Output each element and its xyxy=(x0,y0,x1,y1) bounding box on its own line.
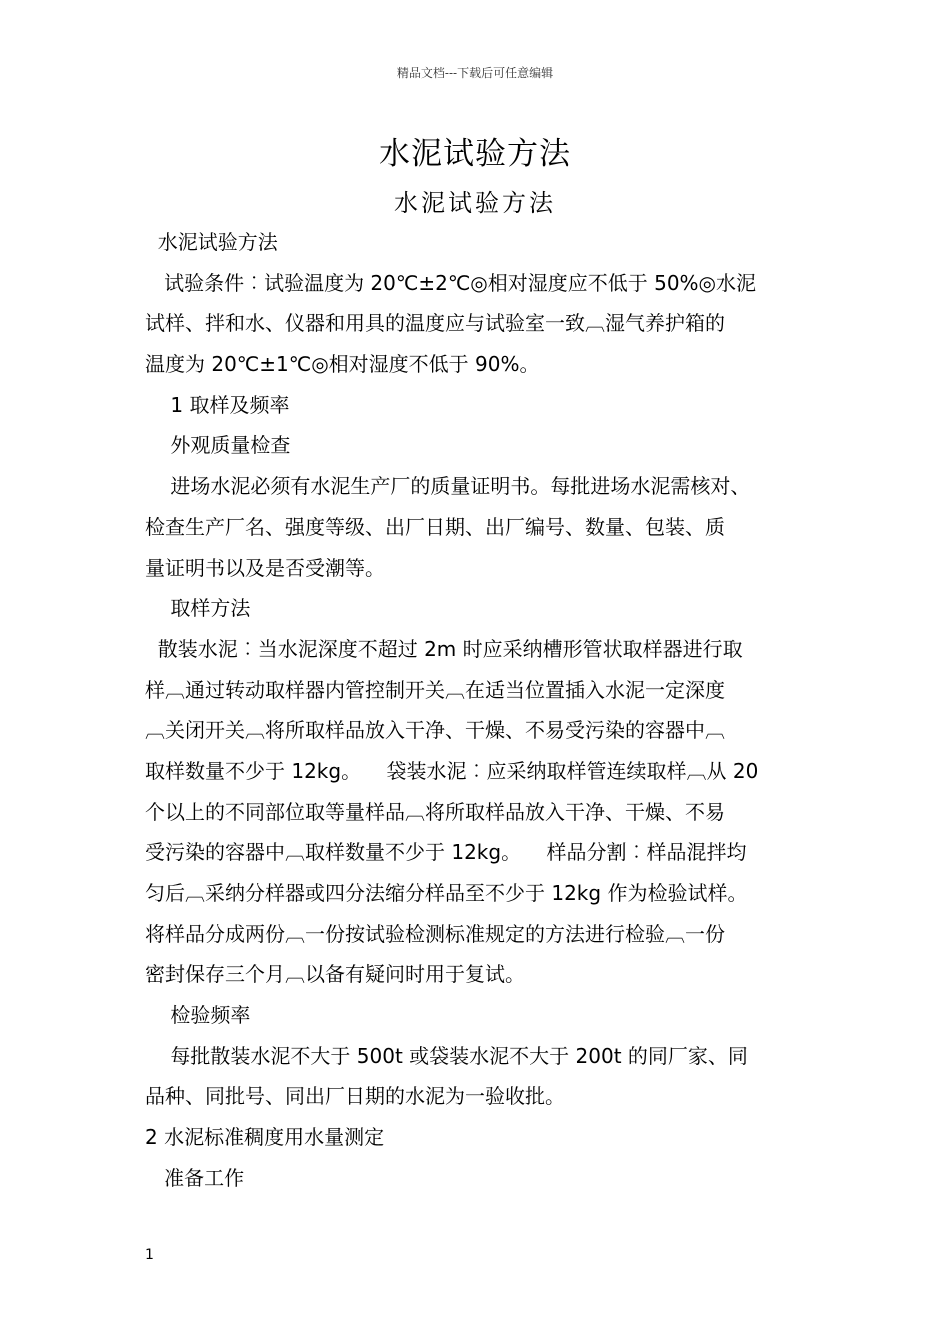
text-line: 1 取样及频率 xyxy=(145,392,290,417)
text-line: 密封保存三个月︹以备有疑问时用于复试。 xyxy=(145,962,525,987)
text-line: 检验频率 xyxy=(145,1003,251,1028)
page-number: 1 xyxy=(145,1247,154,1263)
text-line: 试样、拌和水、仪器和用具的温度应与试验室一致︹湿气养护箱的 xyxy=(145,311,725,336)
document-subtitle: 水泥试验方法 xyxy=(394,189,556,217)
text-line: 进场水泥必须有水泥生产厂的质量证明书。每批进场水泥需核对、 xyxy=(145,474,751,499)
page-header: 精品文档---下载后可任意编辑 xyxy=(396,66,554,80)
text-line: 取样方法 xyxy=(145,596,251,621)
text-line: 检查生产厂名、强度等级、出厂日期、出厂编号、数量、包装、质 xyxy=(145,514,725,539)
text-line: ︹关闭开关︹将所取样品放入干净、干燥、不易受污染的容器中︹ xyxy=(145,718,725,743)
text-line: 品种、同批号、同出厂日期的水泥为一验收批。 xyxy=(145,1084,565,1109)
text-line: 将样品分成两份︹一份按试验检测标准规定的方法进行检验︹一份 xyxy=(145,921,725,946)
text-line: 外观质量检查 xyxy=(145,433,291,458)
text-line: 样︹通过转动取样器内管控制开关︹在适当位置插入水泥一定深度 xyxy=(145,677,725,702)
text-line: 受污染的容器中︹取样数量不少于 12kg。 样品分割︰样品混拌均 xyxy=(145,840,747,865)
text-line: 试验条件︰试验温度为 20℃±2℃◎相对湿度应不低于 50%◎水泥 xyxy=(145,270,756,295)
text-line: 散装水泥︰当水泥深度不超过 2m 时应采纳槽形管状取样器进行取 xyxy=(145,636,743,661)
text-line: 量证明书以及是否受潮等。 xyxy=(145,555,385,580)
text-line: 准备工作 xyxy=(145,1165,245,1190)
text-line: 取样数量不少于 12kg。 袋装水泥︰应采纳取样管连续取样︹从 20 xyxy=(145,758,759,783)
text-line: 水泥试验方法 xyxy=(145,230,278,254)
document-title: 水泥试验方法 xyxy=(379,136,571,172)
text-line: 个以上的不同部位取等量样品︹将所取样品放入干净、干燥、不易 xyxy=(145,799,725,824)
text-line: 温度为 20℃±1℃◎相对湿度不低于 90%。 xyxy=(145,352,540,377)
text-line: 2 水泥标准稠度用水量测定 xyxy=(145,1125,385,1150)
text-line: 每批散装水泥不大于 500t 或袋装水泥不大于 200t 的同厂家、同 xyxy=(145,1043,748,1068)
document-body xyxy=(145,222,815,1199)
text-line: 匀后︹采纳分样器或四分法缩分样品至不少于 12kg 作为检验试样。 xyxy=(145,881,748,905)
